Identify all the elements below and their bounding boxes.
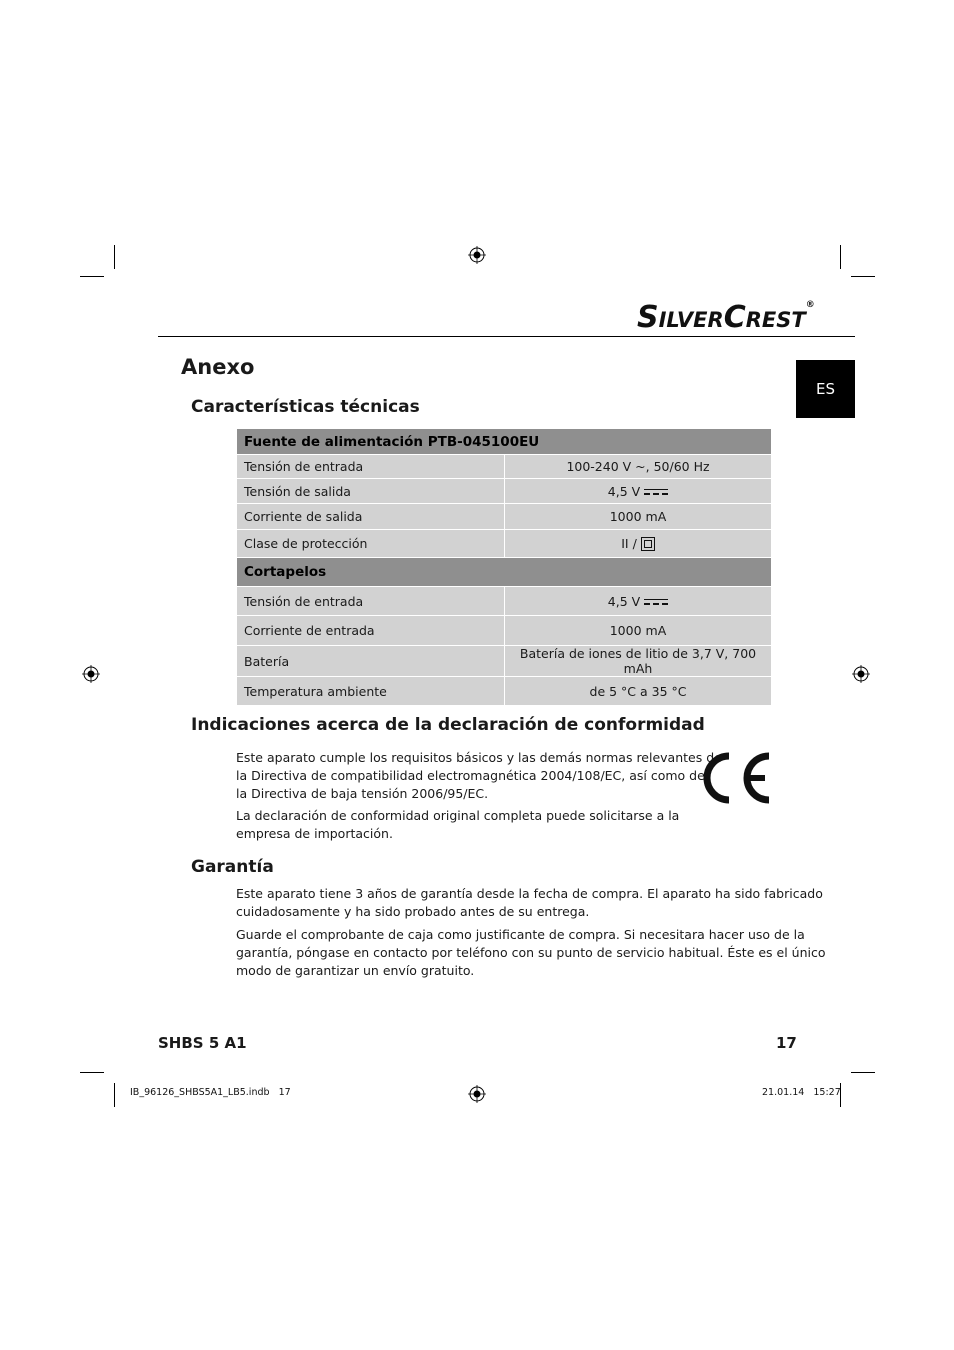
row-value: II / <box>621 535 637 551</box>
table-row <box>237 646 772 677</box>
spec-table <box>236 428 772 706</box>
dc-current-icon <box>644 488 668 497</box>
row-value: de 5 °C a 35 °C <box>505 677 772 706</box>
slug-file: IB_96126_SHBS5A1_LB5.indb 17 <box>130 1087 291 1098</box>
crop-mark <box>851 1072 875 1073</box>
row-value: 4,5 V <box>607 593 641 609</box>
page-title: Anexo <box>181 355 255 379</box>
table-group-header <box>237 558 772 587</box>
crop-mark <box>80 1072 104 1073</box>
row-value: 1000 mA <box>505 616 772 646</box>
row-label: Corriente de salida <box>237 504 505 530</box>
warranty-heading: Garantía <box>191 857 274 877</box>
table-group-header <box>237 429 772 455</box>
row-value-cell <box>505 479 772 504</box>
group-header-cell: Fuente de alimentación PTB-045100EU <box>237 429 772 455</box>
ce-mark-icon <box>697 750 773 806</box>
crop-mark <box>80 276 104 277</box>
registration-mark-icon <box>468 246 486 264</box>
page-number: 17 <box>776 1034 797 1052</box>
row-value-cell <box>505 530 772 558</box>
slug-datetime: 21.01.14 15:27 <box>762 1087 841 1098</box>
row-label: Tensión de entrada <box>237 587 505 616</box>
specs-heading: Características técnicas <box>191 397 420 417</box>
row-label: Temperatura ambiente <box>237 677 505 706</box>
row-value: 100-240 V ~, 50/60 Hz <box>505 455 772 479</box>
row-value-cell <box>505 587 772 616</box>
table-row <box>237 479 772 504</box>
warranty-paragraph-1: Este aparato tiene 3 años de garantía desde la fecha de compra. El aparato ha sido fabricado cuidadosamente y ha sido probado antes de su entrega. <box>236 886 823 919</box>
row-label: Batería <box>237 646 505 677</box>
conformity-paragraph-1: Este aparato cumple los requisitos básicos y las demás normas relevantes de la Directiva de compatibilidad electromagnética 2004/108/EC, así como de la Directiva de baja tensión 2006/95/EC. <box>236 750 722 801</box>
conformity-heading: Indicaciones acerca de la declaración de conformidad <box>191 715 705 735</box>
registration-mark-icon <box>468 1085 486 1103</box>
group-header-cell: Cortapelos <box>237 558 772 587</box>
crop-mark <box>114 1083 115 1107</box>
crop-mark <box>851 276 875 277</box>
table-row <box>237 455 772 479</box>
silvercrest-logo: SILVERCREST® <box>637 300 815 335</box>
registration-mark-icon <box>82 665 100 683</box>
row-value: Batería de iones de litio de 3,7 V, 700 mAh <box>505 646 772 677</box>
table-row <box>237 530 772 558</box>
dc-current-icon <box>644 598 668 607</box>
row-label: Corriente de entrada <box>237 616 505 646</box>
row-label: Clase de protección <box>237 530 505 558</box>
language-tab: ES <box>796 360 855 418</box>
table-row <box>237 677 772 706</box>
row-label: Tensión de salida <box>237 479 505 504</box>
crop-mark <box>114 245 115 269</box>
crop-mark <box>840 245 841 269</box>
registration-mark-icon <box>852 665 870 683</box>
table-row <box>237 587 772 616</box>
protection-class-ii-icon <box>641 537 655 551</box>
conformity-paragraph-2: La declaración de conformidad original completa puede solicitarse a la empresa de importación. <box>236 808 680 841</box>
warranty-paragraph-2: Guarde el comprobante de caja como justificante de compra. Si necesitara hacer uso de la garantía, póngase en contacto por teléfono con su punto de servicio habitual. Éste es el único modo de garantizar un envío gratuito. <box>236 927 826 978</box>
row-value: 1000 mA <box>505 504 772 530</box>
table-row <box>237 616 772 646</box>
table-row <box>237 504 772 530</box>
row-label: Tensión de entrada <box>237 455 505 479</box>
footer-model: SHBS 5 A1 <box>158 1034 247 1052</box>
header-rule <box>158 336 855 337</box>
row-value: 4,5 V <box>607 483 641 499</box>
